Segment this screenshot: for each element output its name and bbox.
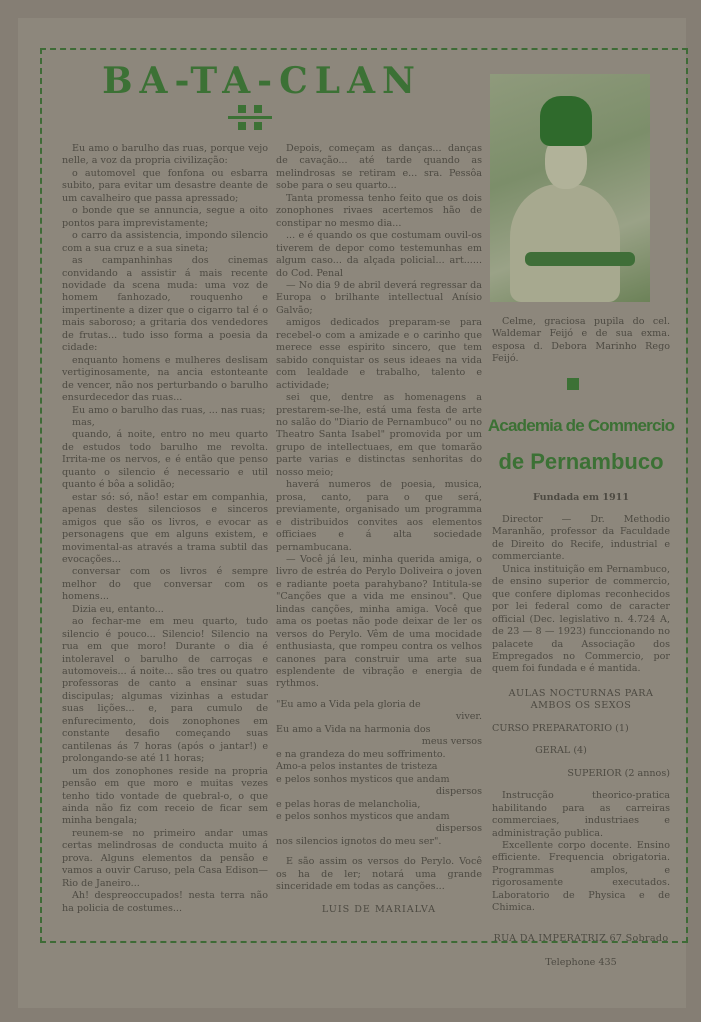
author-signature: LUIS DE MARIALVA	[321, 903, 437, 915]
paragraph: Eu amo o barulho das ruas, ... nas ruas;	[72, 404, 266, 416]
paragraph: enquanto homens e mulheres deslisam vertiginosamente, na ancia estonteante de vencer, não nos perturbando o barulho ensurdecedor das ruas...	[62, 354, 268, 404]
ornament-divider	[228, 103, 272, 133]
paragraph: Ah! despreoccupados! nesta terra não ha policia de costumes...	[62, 890, 268, 914]
ad-title-line2: de Pernambuco	[498, 449, 664, 474]
instruction-text: Instrucção theorico-pratica habilitando para as carreiras commerciaes, industriaes e administração publica.	[492, 790, 670, 839]
ad-title-line1: Academia de Commercio	[487, 416, 675, 435]
course-general: GERAL (4)	[535, 745, 587, 757]
paragraph: estar só: só, não! estar em companhia, apenas destes silenciosos e sinceros amigos que são os livros, e evocar as personagens que em alguns existem, e movimental-as através a trama subtil das evocações...	[62, 491, 268, 565]
portrait-photo	[490, 74, 650, 302]
teaching-text: Excellente corpo docente. Ensino efficiente. Frequencia obrigatoria. Programmas amplos, e rigorosamente executados. Laboratorio de Physica e de Chimica.	[492, 839, 670, 914]
paragraph: conversar com os livros é sempre melhor do que conversar com os homens...	[62, 566, 268, 603]
description-text: Unica instituição em Pernambuco, de ensino superior de commercio, que confere diplomas reconhecidos por lei federal como de caracter official (Dec. legislativo n. 4.724 A, de 23 — 8 — 1923) funccionando no palacete da Associação dos Empregados no Commercio, por quem foi fundada e é mantida.	[492, 563, 670, 675]
poem-line: dispersos	[435, 786, 482, 798]
paragraph: Dizia eu, entanto...	[72, 603, 164, 615]
course-preparatory: CURSO PREPARATORIO (1)	[492, 722, 629, 734]
ornament-square	[567, 378, 579, 390]
paragraph: Eu amo o barulho das ruas, porque vejo nelle, a voz da propria civilização:	[62, 143, 268, 167]
poem-line: Amo-a pelos instantes de tristeza	[276, 761, 438, 773]
paragraph: haverá numeros de poesia, musica, prosa, canto, para o que será, previamente, organisado um programma e distribuidos convites aos elementos officiaes e á alta sociedade pernambucana.	[276, 479, 482, 553]
paragraph: — Você já leu, minha querida amiga, o livro de estréa do Perylo Doliveira o joven e radiante poeta parahybano? Intitula-se "Canções que a vida me ensinou". Que lindas canções, minha amiga. Você que ama os poetas não pode deixar de ler os versos do Perylo. Vêm de uma mocidade enthusiasta, que rompeu contra os velhos canones para construir uma arte sua esplendente de vibração e energia de rythmos.	[276, 553, 482, 690]
paragraph: amigos dedicados preparam-se para recebel-o com a amizade e o carinho que merece esse espirito sincero, que tem sabido conquistar os seus ideaes na vida com lealdade e trabalho, talento e actividade;	[276, 317, 482, 391]
classes-header: AULAS NOCTURNAS PARA AMBOS OS SEXOS	[508, 687, 654, 712]
poem-quote	[276, 699, 482, 848]
ad-title	[486, 408, 676, 480]
paragraph: Depois, começam as danças... danças de cavação... até tarde quando as melindrosas se retiram e... sra. Pessôa sobe para o seu quarto...	[276, 143, 482, 192]
paragraph: as campanhinhas dos cinemas convidando a assistir á mais recente novidade da scena muda: uma voz de homem fanhozado, rouquenho e impertinente a dizer que o cigarro tal é o mais saboroso; a gritaria dos vendedores de frutas... tudo isso forma a poesia da cidade:	[62, 255, 268, 354]
poem-line: e pelos sonhos mysticos que andam	[276, 811, 450, 823]
poem-line: nos silencios ignotos do meu ser".	[276, 835, 442, 847]
closing-paragraph: E são assim os versos do Perylo. Você os ha de ler; notará uma grande sinceridade em todas as canções...	[276, 856, 482, 893]
paragraph: sei que, dentre as homenagens a prestarem-se-lhe, está uma festa de arte no salão do "Diario de Pernambuco" ou no Theatro Santa Isabel" promovida por um grupo de intellectuaes, em que tomarão parte varias e distinctas senhoritas do nosso meio;	[276, 392, 482, 478]
poem-line: viver.	[455, 711, 482, 723]
photo-caption	[492, 316, 670, 366]
director-text: Director — Dr. Methodio Maranhão, professor da Faculdade de Direito do Recife, industrial e commerciante.	[492, 514, 670, 563]
masthead-title: BA-TA-CLAN	[102, 60, 422, 102]
paragraph: o automovel que fonfona ou esbarra subito, para evitar um desastre deante de um cavalheiro que passa apressado;	[62, 167, 268, 204]
poem-line: Eu amo a Vida na harmonia dos	[276, 723, 431, 735]
paragraph: mas,	[72, 416, 95, 428]
caption-text: Celme, graciosa pupila do cel. Waldemar Feijó e de sua exma. esposa d. Debora Marinho Rego Feijó.	[492, 316, 670, 365]
poem-line: dispersos	[435, 823, 482, 835]
poem-line: e pelas horas de melancholia,	[276, 798, 421, 810]
paragraph: quando, á noite, entro no meu quarto de estudos todo barulho me revolta. Irrita-me os nervos, e é então que penso quanto o silencio é necessario e util quanto é bôa a solidão;	[62, 429, 268, 491]
paragraph: — No dia 9 de abril deverá regressar da Europa o brilhante intellectual Anísio Galvão;	[276, 279, 482, 316]
paragraph: ao fechar-me em meu quarto, tudo silencio é pouco... Silencio! Silencio na rua em que moro! Durante o dia é intoleravel o barulho de carroças e automoveis... á noite... são tres ou quatro professoras de canto a ensinar suas discipulas; algumas vizinhas a estudar suas lições... e, para cumulo de enfurecimento, dois zonophones em constante desafio começando suas cantilenas ás 7 horas (após o jantar!) e prolongando-se até 11 horas;	[62, 616, 268, 765]
column-1-article	[62, 143, 268, 915]
paragraph: um dos zonophones reside na propria pensão em que moro e muitas vezes tenho tido vontade de quebral-o, o que ainda não fiz com receio de ficar sem minha bengala;	[62, 765, 268, 827]
poem-line: "Eu amo a Vida pela gloria de	[276, 698, 421, 710]
poem-line: meus versos	[421, 736, 482, 748]
paragraph: Tanta promessa tenho feito que os dois zonophones rivaes acertemos hão de constipar no mesmo dia...	[276, 192, 482, 229]
paragraph: o bonde que se annuncia, segue a oito pontos para imprevistamente;	[62, 205, 268, 229]
column-2-article	[276, 143, 482, 916]
paragraph: o carro da assistencia, impondo silencio com a sua cruz e a sua sineta;	[62, 230, 268, 254]
course-superior: SUPERIOR (2 annos)	[567, 767, 670, 779]
paragraph: reunem-se no primeiro andar umas certas melindrosas de conducta muito á prova. Alguns elementos da pensão e vamos a ouvir Caruso, pela Casa Edison—Rio de Janeiro...	[62, 827, 268, 889]
address: RUA DA IMPERATRIZ 67 Sobrado	[493, 932, 669, 944]
poem-line: e pelos sonhos mysticos que andam	[276, 773, 450, 785]
academy-advertisement	[492, 514, 670, 970]
poem-line: e na grandeza do meu soffrimento.	[276, 748, 446, 760]
founded-year: Fundada em 1911	[532, 492, 630, 503]
telephone: Telephone 435	[545, 957, 617, 969]
paragraph: ... e é quando os que costumam ouvil-os tiverem de depor como testemunhas em algum caso... da alçada policial... art...... do Cod. Penal	[276, 230, 482, 279]
